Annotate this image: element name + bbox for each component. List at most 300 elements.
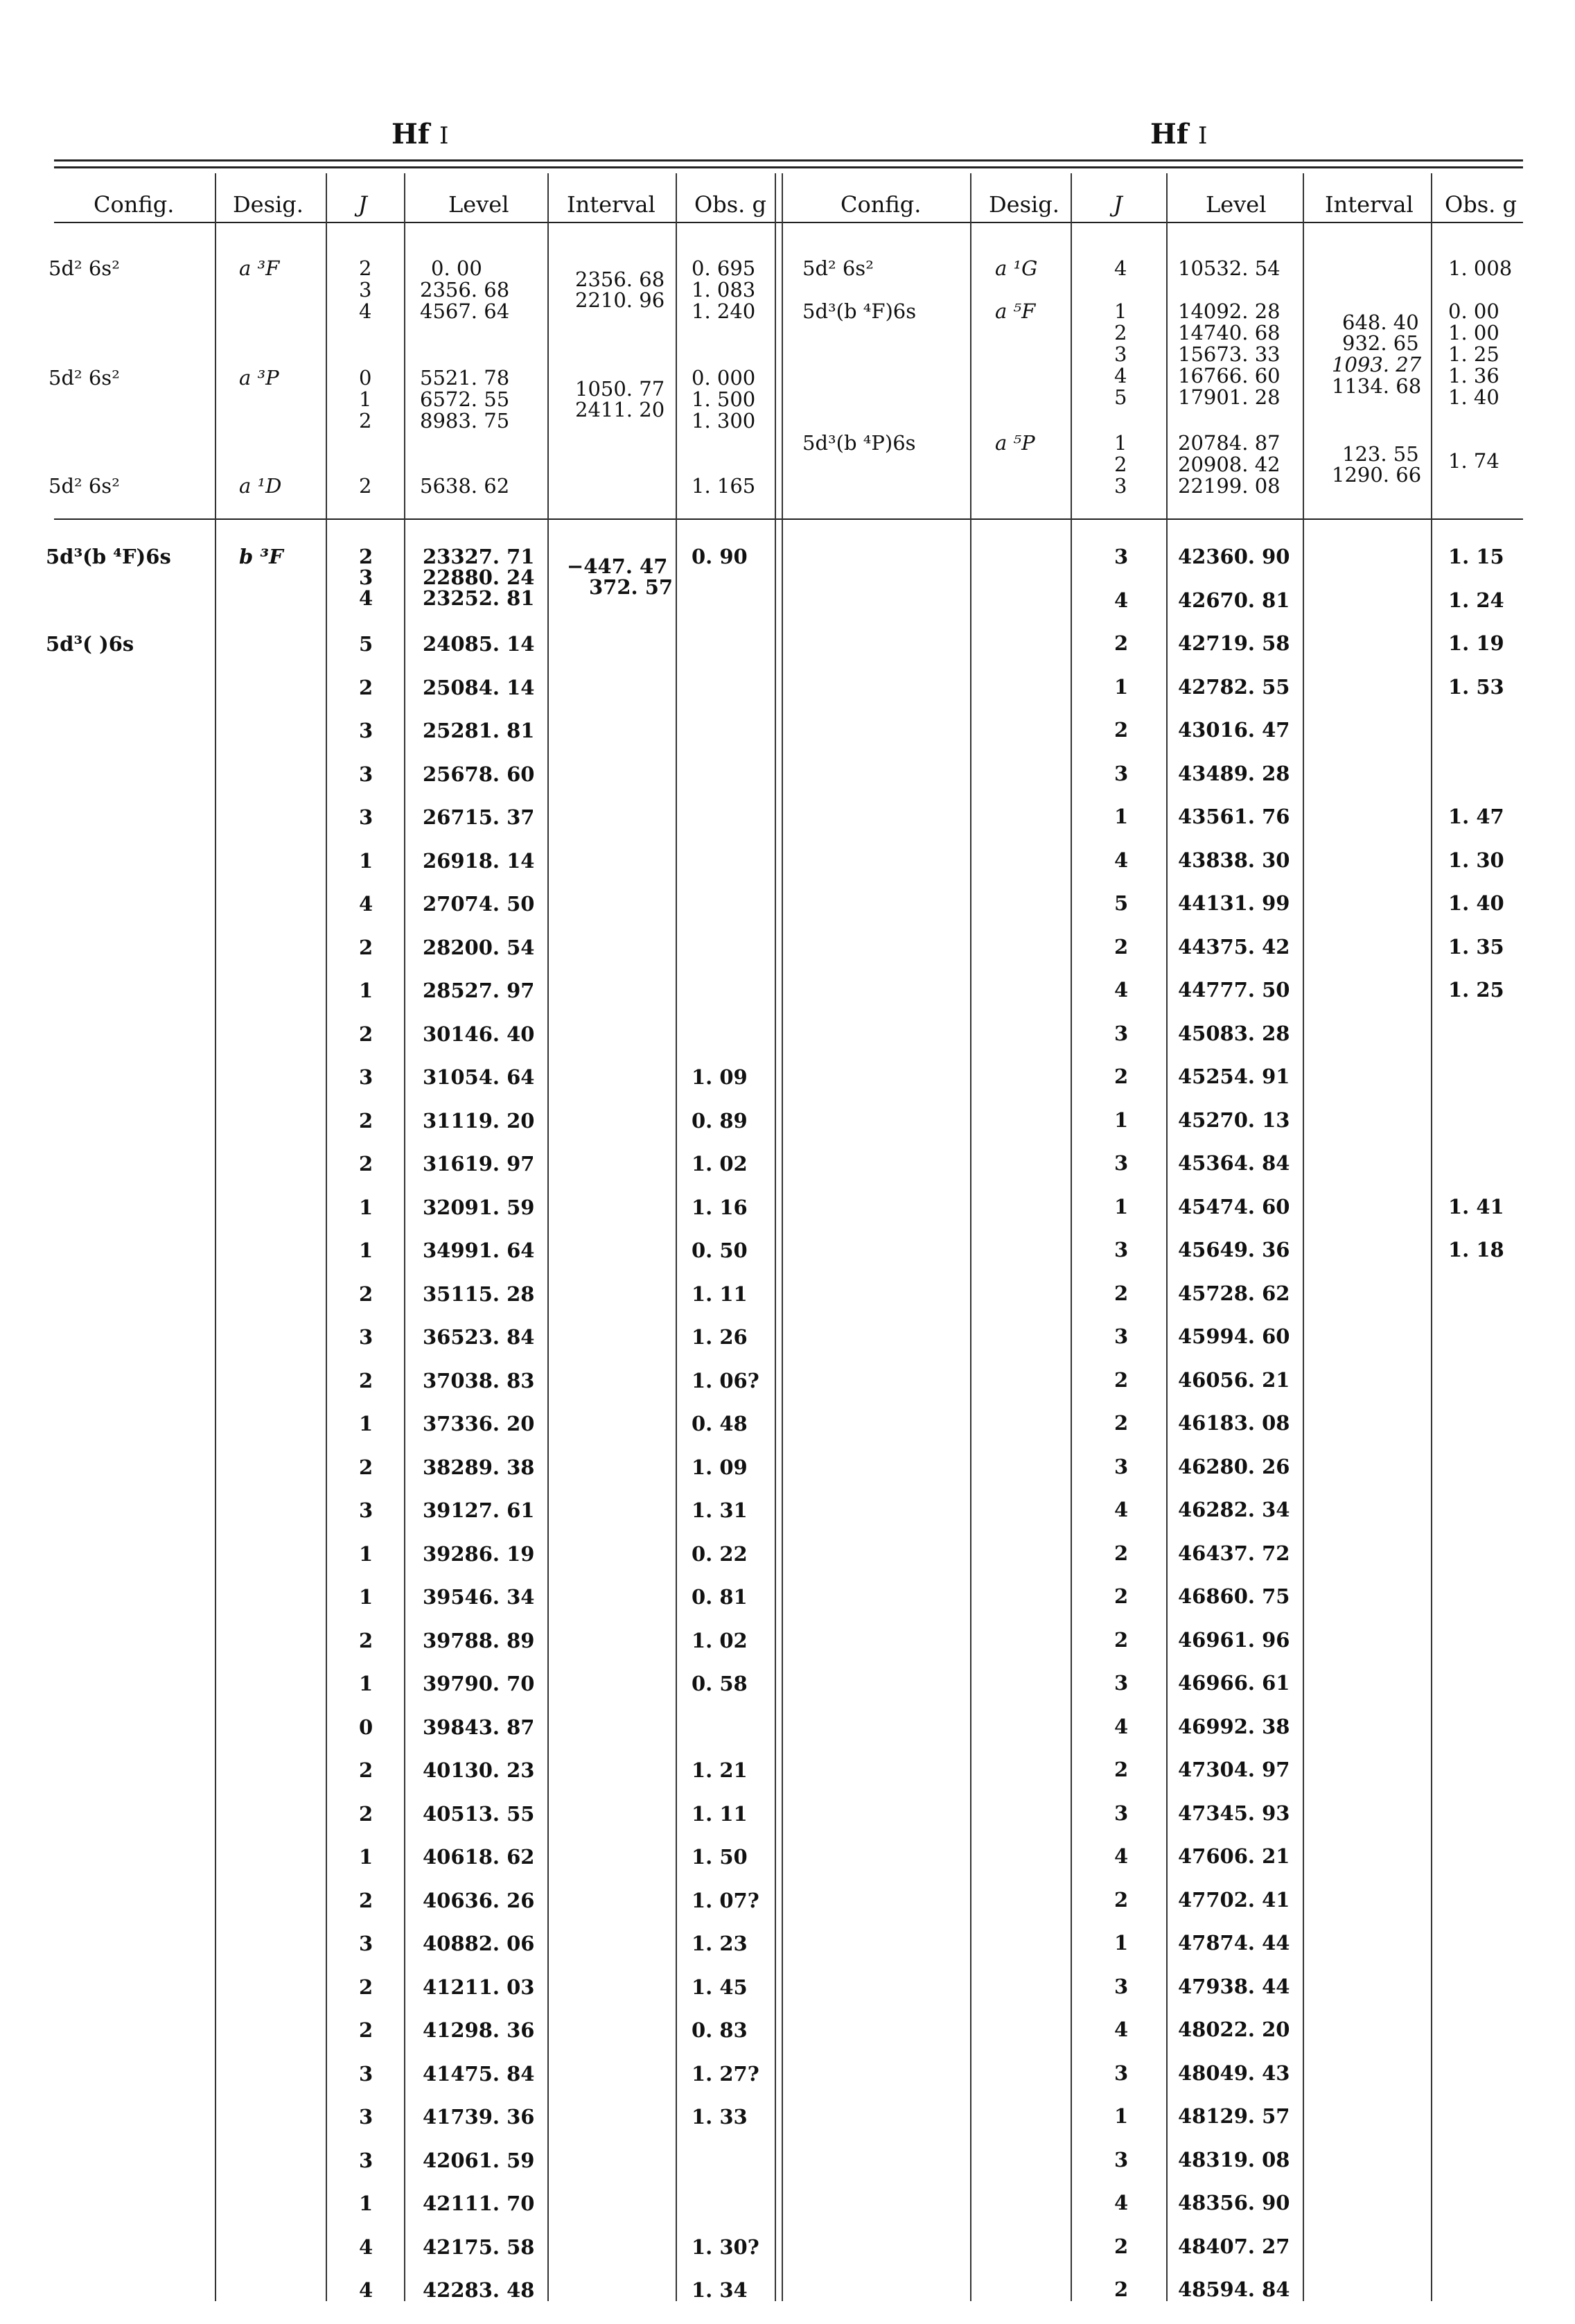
level-cell: 41475. 84 [423, 2061, 535, 2086]
j-cell: 3 [359, 762, 373, 786]
level-cell: 24085. 14 [423, 632, 535, 656]
g-cell: 0. 50 [692, 1239, 748, 1262]
level-cell: 48407. 27 [1178, 2234, 1290, 2258]
j-cell: 1 [1114, 805, 1129, 828]
level-cell: 39127. 61 [423, 1499, 535, 1522]
level-cell: 22199. 08 [1178, 474, 1281, 498]
g-cell: 1. 27? [692, 2061, 759, 2086]
j-cell: 3 [359, 1065, 373, 1089]
level-cell: 48049. 43 [1178, 2061, 1290, 2085]
g-cell: 1. 500 [692, 387, 756, 411]
g-cell: 1. 09 [692, 1065, 748, 1089]
g-cell: 0. 83 [692, 2018, 748, 2042]
level-cell: 42061. 59 [423, 2148, 535, 2172]
level-cell: 48129. 57 [1178, 2104, 1290, 2128]
g-cell: 1. 02 [692, 1628, 748, 1652]
level-cell: 36523. 84 [423, 1325, 535, 1349]
interval-cell: 932. 65 [1342, 331, 1419, 355]
level-cell: 45083. 28 [1178, 1021, 1290, 1045]
j-cell: 4 [1114, 1844, 1129, 1868]
g-cell: 1. 008 [1448, 256, 1513, 280]
j-cell: 2 [359, 1152, 373, 1176]
desig-cell: b ³F [239, 545, 283, 568]
desig-cell: a ⁵F [995, 299, 1036, 323]
g-cell: 0. 22 [692, 1541, 748, 1566]
j-cell: 3 [1114, 1454, 1129, 1478]
level-cell: 22880. 24 [423, 566, 535, 589]
j-cell: 5 [359, 632, 373, 656]
j-cell: 3 [359, 278, 372, 302]
g-cell: 0. 000 [692, 366, 756, 390]
g-cell: 1. 02 [692, 1152, 748, 1176]
j-cell: 3 [359, 2105, 373, 2129]
j-cell: 2 [1114, 1584, 1129, 1608]
level-cell: 25084. 14 [423, 675, 535, 699]
j-cell: 1 [359, 979, 373, 1002]
desig-cell: a ³P [239, 366, 279, 390]
g-cell: 1. 53 [1448, 674, 1504, 699]
interval-cell: 2411. 20 [575, 398, 665, 421]
level-cell: 47345. 93 [1178, 1801, 1290, 1825]
g-cell: 1. 45 [692, 1975, 748, 1999]
j-cell: 1 [359, 387, 372, 411]
j-cell: 4 [1114, 1714, 1129, 1738]
g-cell: 1. 41 [1448, 1194, 1504, 1218]
level-cell: 15673. 33 [1178, 342, 1281, 366]
level-cell: 2356. 68 [420, 278, 510, 302]
level-cell: 32091. 59 [423, 1195, 535, 1219]
level-cell: 20784. 87 [1178, 431, 1281, 455]
j-cell: 2 [359, 474, 372, 498]
header-config: Config. [94, 191, 175, 218]
j-cell: 1 [359, 2192, 373, 2215]
g-cell: 1. 74 [1448, 449, 1499, 473]
level-cell: 25678. 60 [423, 762, 535, 786]
g-cell: 1. 19 [1448, 631, 1504, 655]
level-cell: 48319. 08 [1178, 2147, 1290, 2172]
g-cell: 1. 40 [1448, 385, 1499, 409]
header-interval: Interval [1325, 191, 1414, 218]
j-cell: 2 [359, 675, 373, 699]
level-cell: 45364. 84 [1178, 1151, 1290, 1175]
j-cell: 0 [359, 366, 372, 390]
g-cell: 1. 240 [692, 299, 756, 323]
level-cell: 40130. 23 [423, 1758, 535, 1782]
j-cell: 1 [359, 1412, 373, 1435]
level-cell: 0. 00 [431, 256, 482, 280]
interval-cell: −447. 47 [567, 554, 668, 578]
interval-cell: 1093. 27 [1332, 353, 1422, 376]
g-cell: 0. 81 [692, 1585, 748, 1609]
j-cell: 3 [1114, 545, 1129, 568]
level-cell: 45254. 91 [1178, 1065, 1290, 1088]
level-cell: 31119. 20 [423, 1108, 535, 1133]
level-cell: 6572. 55 [420, 387, 510, 411]
level-cell: 41211. 03 [423, 1975, 535, 1999]
j-cell: 3 [1114, 1671, 1129, 1695]
j-cell: 4 [359, 299, 372, 323]
level-cell: 16766. 60 [1178, 364, 1281, 387]
j-cell: 2 [359, 1282, 373, 1306]
level-cell: 37336. 20 [423, 1412, 535, 1435]
j-cell: 4 [1114, 588, 1129, 612]
level-cell: 14092. 28 [1178, 299, 1281, 323]
g-cell: 1. 50 [692, 1845, 748, 1869]
j-cell: 2 [359, 1455, 373, 1479]
j-cell: 2 [359, 1801, 373, 1826]
g-cell: 1. 40 [1448, 891, 1504, 915]
j-cell: 2 [359, 1975, 373, 1999]
level-cell: 44777. 50 [1178, 978, 1290, 1002]
j-cell: 2 [1114, 1411, 1129, 1435]
g-cell: 0. 58 [692, 1672, 748, 1695]
interval-cell: 1050. 77 [575, 377, 665, 401]
j-cell: 2 [1114, 1541, 1129, 1565]
g-cell: 1. 300 [692, 409, 756, 433]
j-cell: 2 [1114, 1368, 1129, 1392]
level-cell: 40636. 26 [423, 1888, 535, 1912]
col-divider [970, 173, 971, 2301]
level-cell: 39843. 87 [423, 1715, 535, 1739]
table-separator [775, 173, 783, 2301]
j-cell: 2 [1114, 631, 1129, 655]
j-cell: 1 [1114, 1194, 1129, 1218]
j-cell: 3 [359, 805, 373, 829]
g-cell: 1. 34 [692, 2278, 748, 2302]
level-cell: 42782. 55 [1178, 674, 1290, 699]
g-cell: 0. 89 [692, 1108, 748, 1133]
level-cell: 42111. 70 [423, 2192, 535, 2215]
level-cell: 46056. 21 [1178, 1368, 1290, 1392]
level-cell: 5521. 78 [420, 366, 510, 390]
interval-cell: 1290. 66 [1332, 463, 1422, 487]
level-cell: 45994. 60 [1178, 1325, 1290, 1348]
level-cell: 46966. 61 [1178, 1671, 1290, 1695]
level-cell: 43838. 30 [1178, 848, 1290, 872]
j-cell: 2 [359, 409, 372, 433]
j-cell: 1 [359, 1541, 373, 1566]
j-cell: 1 [359, 1672, 373, 1695]
j-cell: 2 [1114, 934, 1129, 959]
j-cell: 3 [1114, 342, 1127, 366]
interval-cell: 648. 40 [1342, 311, 1419, 334]
j-cell: 2 [1114, 321, 1127, 344]
desig-cell: a ³F [239, 256, 280, 280]
desig-cell: a ⁵P [995, 431, 1035, 455]
g-cell: 1. 26 [692, 1325, 748, 1349]
j-cell: 2 [1114, 1065, 1129, 1088]
config-cell: 5d² 6s² [49, 366, 120, 390]
level-cell: 34991. 64 [423, 1239, 535, 1262]
level-cell: 40513. 55 [423, 1801, 535, 1826]
header-interval: Interval [567, 191, 655, 218]
j-cell: 4 [1114, 848, 1129, 872]
j-cell: 1 [1114, 674, 1129, 699]
j-cell: 2 [1114, 1887, 1129, 1912]
g-cell: 1. 30? [692, 2235, 759, 2259]
level-cell: 42360. 90 [1178, 545, 1290, 568]
level-cell: 39286. 19 [423, 1541, 535, 1566]
level-cell: 48022. 20 [1178, 2018, 1290, 2041]
j-cell: 2 [1114, 718, 1129, 742]
level-cell: 28527. 97 [423, 979, 535, 1002]
j-cell: 2 [359, 256, 372, 280]
g-cell: 1. 47 [1448, 805, 1504, 828]
j-cell: 3 [359, 1325, 373, 1349]
j-cell: 0 [359, 1715, 373, 1739]
col-divider [1303, 173, 1304, 2301]
j-cell: 4 [1114, 1498, 1129, 1521]
config-cell: 5d³(b ⁴P)6s [802, 431, 916, 455]
j-cell: 1 [359, 1585, 373, 1609]
desig-cell: a ¹G [995, 256, 1038, 280]
level-cell: 39790. 70 [423, 1672, 535, 1695]
j-cell: 1 [359, 1239, 373, 1262]
g-cell: 1. 23 [692, 1932, 748, 1955]
level-cell: 48356. 90 [1178, 2191, 1290, 2214]
j-cell: 2 [359, 545, 373, 568]
level-cell: 37038. 83 [423, 1368, 535, 1392]
j-cell: 1 [1114, 299, 1127, 323]
header-obs-g: Obs. g [1445, 191, 1517, 218]
j-cell: 3 [1114, 1974, 1129, 1998]
level-cell: 46860. 75 [1178, 1584, 1290, 1608]
level-cell: 46961. 96 [1178, 1627, 1290, 1652]
col-divider [215, 173, 216, 2301]
j-cell: 3 [1114, 474, 1127, 498]
j-cell: 2 [359, 2018, 373, 2042]
interval-cell: 2356. 68 [575, 268, 665, 291]
j-cell: 4 [359, 586, 373, 610]
g-cell: 1. 30 [1448, 848, 1504, 872]
level-cell: 27074. 50 [423, 892, 535, 916]
level-cell: 47606. 21 [1178, 1844, 1290, 1868]
j-cell: 4 [359, 2235, 373, 2259]
j-cell: 4 [359, 892, 373, 916]
level-cell: 5638. 62 [420, 474, 510, 498]
j-cell: 3 [1114, 1325, 1129, 1348]
j-cell: 3 [1114, 761, 1129, 785]
col-divider [1431, 173, 1432, 2301]
g-cell: 1. 25 [1448, 342, 1499, 366]
j-cell: 4 [1114, 2018, 1129, 2041]
level-cell: 43561. 76 [1178, 805, 1290, 828]
g-cell: 1. 15 [1448, 545, 1504, 568]
j-cell: 3 [1114, 1151, 1129, 1175]
j-cell: 2 [359, 935, 373, 959]
interval-cell: 372. 57 [589, 575, 674, 599]
level-cell: 39546. 34 [423, 1585, 535, 1609]
g-cell: 1. 36 [1448, 364, 1499, 387]
g-cell: 1. 25 [1448, 978, 1504, 1002]
j-cell: 2 [1114, 453, 1127, 476]
j-cell: 2 [359, 1108, 373, 1133]
j-cell: 2 [1114, 2278, 1129, 2301]
j-cell: 1 [1114, 431, 1127, 455]
right-table-title: Hf I [1150, 118, 1208, 150]
top-rule [54, 159, 1523, 161]
j-cell: 3 [359, 1932, 373, 1955]
g-cell: 0. 695 [692, 256, 756, 280]
j-cell: 1 [359, 1845, 373, 1869]
g-cell: 1. 24 [1448, 588, 1504, 612]
j-cell: 2 [1114, 1627, 1129, 1652]
level-cell: 45474. 60 [1178, 1194, 1290, 1218]
level-cell: 47938. 44 [1178, 1974, 1290, 1998]
config-cell: 5d² 6s² [49, 256, 120, 280]
level-cell: 46183. 08 [1178, 1411, 1290, 1435]
level-cell: 30146. 40 [423, 1022, 535, 1046]
header-level: Level [1206, 191, 1267, 218]
level-cell: 46437. 72 [1178, 1541, 1290, 1565]
level-cell: 31054. 64 [423, 1065, 535, 1089]
level-cell: 43489. 28 [1178, 761, 1290, 785]
j-cell: 3 [1114, 2061, 1129, 2085]
j-cell: 3 [1114, 1801, 1129, 1825]
j-cell: 5 [1114, 891, 1129, 915]
g-cell: 1. 11 [692, 1801, 748, 1826]
g-cell: 1. 21 [692, 1758, 748, 1782]
j-cell: 2 [1114, 1281, 1129, 1305]
j-cell: 2 [359, 1022, 373, 1046]
level-cell: 45728. 62 [1178, 1281, 1290, 1305]
level-cell: 23252. 81 [423, 586, 535, 610]
j-cell: 5 [1114, 385, 1127, 409]
level-cell: 43016. 47 [1178, 718, 1290, 742]
j-cell: 1 [359, 848, 373, 873]
j-cell: 4 [1114, 364, 1127, 387]
top-rule-2 [54, 166, 1523, 168]
j-cell: 3 [359, 2061, 373, 2086]
config-cell: 5d³(b ⁴F)6s [802, 299, 917, 323]
level-cell: 38289. 38 [423, 1455, 535, 1479]
level-cell: 47874. 44 [1178, 1931, 1290, 1955]
config-cell: 5d³( )6s [46, 632, 134, 656]
level-cell: 47702. 41 [1178, 1887, 1290, 1912]
col-divider [1166, 173, 1168, 2301]
j-cell: 3 [1114, 1238, 1129, 1261]
header-desig: Desig. [233, 191, 303, 218]
col-divider [404, 173, 405, 2301]
header-obs-g: Obs. g [694, 191, 766, 218]
level-cell: 17901. 28 [1178, 385, 1281, 409]
config-cell: 5d² 6s² [49, 474, 120, 498]
j-cell: 4 [1114, 256, 1127, 280]
level-cell: 40618. 62 [423, 1845, 535, 1869]
j-cell: 3 [359, 2148, 373, 2172]
level-cell: 39788. 89 [423, 1628, 535, 1652]
j-cell: 4 [1114, 978, 1129, 1002]
g-cell: 1. 083 [692, 278, 756, 302]
level-cell: 46992. 38 [1178, 1714, 1290, 1738]
col-divider [676, 173, 677, 2301]
j-cell: 1 [1114, 2104, 1129, 2128]
level-cell: 44375. 42 [1178, 934, 1290, 959]
left-table-title: Hf I [391, 118, 449, 150]
level-cell: 48594. 84 [1178, 2278, 1290, 2301]
header-level: Level [448, 191, 509, 218]
config-cell: 5d² 6s² [802, 256, 874, 280]
level-cell: 41298. 36 [423, 2018, 535, 2042]
config-cell: 5d³(b ⁴F)6s [46, 545, 171, 568]
j-cell: 4 [359, 2278, 373, 2302]
g-cell: 1. 11 [692, 1282, 748, 1306]
j-cell: 3 [1114, 1021, 1129, 1045]
g-cell: 1. 16 [692, 1195, 748, 1219]
level-cell: 40882. 06 [423, 1932, 535, 1955]
level-cell: 42719. 58 [1178, 631, 1290, 655]
level-cell: 45270. 13 [1178, 1108, 1290, 1132]
j-cell: 2 [359, 1888, 373, 1912]
level-cell: 42175. 58 [423, 2235, 535, 2259]
g-cell: 0. 48 [692, 1412, 748, 1435]
level-cell: 20908. 42 [1178, 453, 1281, 476]
g-cell: 0. 00 [1448, 299, 1499, 323]
j-cell: 3 [359, 1499, 373, 1522]
g-cell: 1. 07? [692, 1888, 759, 1912]
header-j: J [1114, 191, 1123, 218]
j-cell: 2 [359, 1758, 373, 1782]
g-cell: 1. 165 [692, 474, 756, 498]
level-cell: 45649. 36 [1178, 1238, 1290, 1261]
level-cell: 47304. 97 [1178, 1758, 1290, 1781]
j-cell: 1 [1114, 1931, 1129, 1955]
j-cell: 1 [359, 1195, 373, 1219]
g-cell: 1. 00 [1448, 321, 1499, 344]
level-cell: 4567. 64 [420, 299, 510, 323]
level-cell: 31619. 97 [423, 1152, 535, 1176]
header-config: Config. [841, 191, 922, 218]
level-cell: 28200. 54 [423, 935, 535, 959]
level-cell: 25281. 81 [423, 719, 535, 742]
j-cell: 2 [359, 1368, 373, 1392]
g-cell: 1. 35 [1448, 934, 1504, 959]
j-cell: 3 [1114, 2147, 1129, 2172]
j-cell: 2 [1114, 1758, 1129, 1781]
level-cell: 46282. 34 [1178, 1498, 1290, 1521]
level-cell: 41739. 36 [423, 2105, 535, 2129]
level-cell: 35115. 28 [423, 1282, 535, 1306]
col-divider [326, 173, 327, 2301]
level-cell: 8983. 75 [420, 409, 510, 433]
level-cell: 23327. 71 [423, 545, 535, 568]
level-cell: 26918. 14 [423, 848, 535, 873]
level-cell: 42283. 48 [423, 2278, 535, 2302]
interval-cell: 1134. 68 [1332, 374, 1422, 398]
g-cell: 0. 90 [692, 545, 748, 568]
interval-cell: 123. 55 [1342, 442, 1419, 466]
header-desig: Desig. [989, 191, 1059, 218]
j-cell: 1 [1114, 1108, 1129, 1132]
j-cell: 3 [359, 719, 373, 742]
g-cell: 1. 33 [692, 2105, 748, 2129]
col-divider [547, 173, 549, 2301]
level-cell: 10532. 54 [1178, 256, 1281, 280]
level-cell: 14740. 68 [1178, 321, 1281, 344]
j-cell: 4 [1114, 2191, 1129, 2214]
g-cell: 1. 06? [692, 1368, 759, 1392]
g-cell: 1. 31 [692, 1499, 748, 1522]
header-j: J [358, 191, 367, 218]
col-divider [1071, 173, 1072, 2301]
level-cell: 42670. 81 [1178, 588, 1290, 612]
desig-cell: a ¹D [239, 474, 282, 498]
j-cell: 3 [359, 566, 373, 589]
j-cell: 2 [359, 1628, 373, 1652]
level-cell: 46280. 26 [1178, 1454, 1290, 1478]
g-cell: 1. 18 [1448, 1238, 1504, 1261]
g-cell: 1. 09 [692, 1455, 748, 1479]
